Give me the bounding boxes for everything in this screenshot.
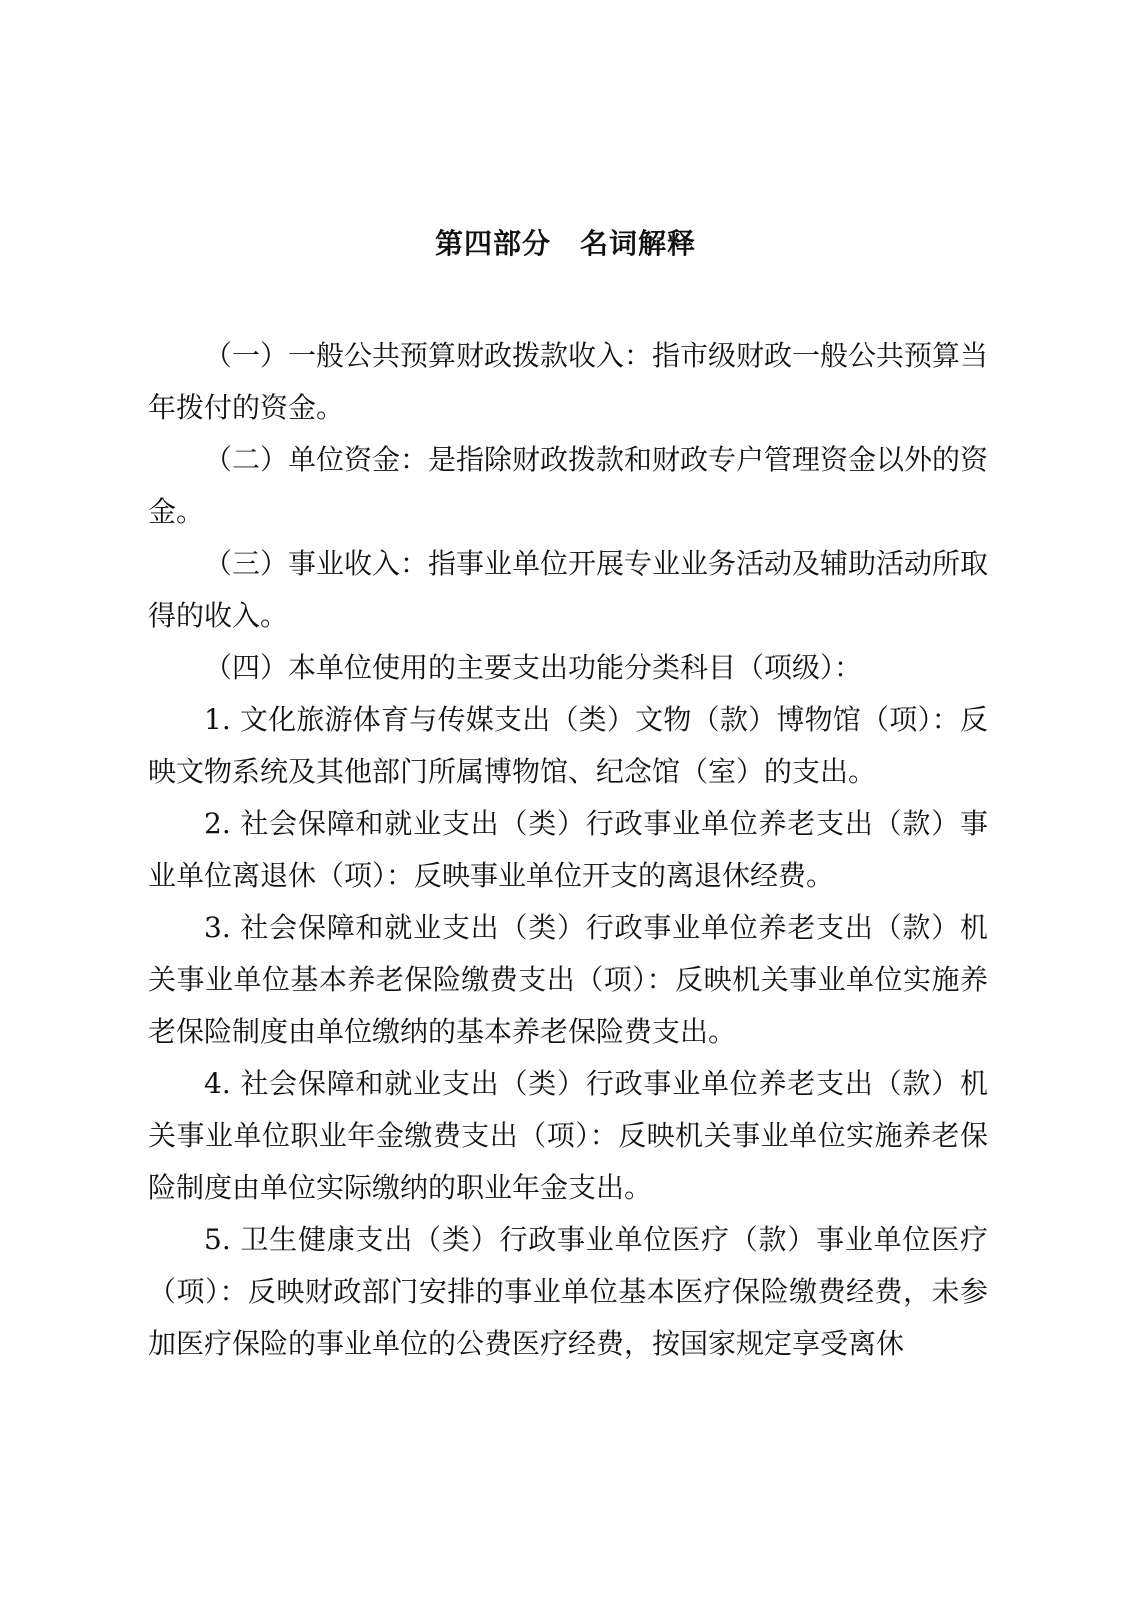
document-body (148, 330, 988, 1370)
paragraph-item-1: 1. 文化旅游体育与传媒支出（类）文物（款）博物馆（项）：反映文物系统及其他部门所属博物馆、纪念馆（室）的支出。 (148, 703, 988, 788)
paragraph-expenditure-categories: （四）本单位使用的主要支出功能分类科目（项级）： (204, 651, 863, 684)
paragraph-business-income: （三）事业收入：指事业单位开展专业业务活动及辅助活动所取得的收入。 (148, 547, 989, 632)
paragraph-item-4: 4. 社会保障和就业支出（类）行政事业单位养老支出（款）机关事业单位职业年金缴费支出（项）：反映机关事业单位实施养老保险制度由单位实际缴纳的职业年金支出。 (148, 1067, 988, 1204)
paragraph-item-3: 3. 社会保障和就业支出（类）行政事业单位养老支出（款）机关事业单位基本养老保险缴费支出（项）：反映机关事业单位实施养老保险制度由单位缴纳的基本养老保险费支出。 (148, 911, 988, 1048)
section-title: 第四部分 名词解释 (434, 227, 696, 260)
paragraph-item-2: 2. 社会保障和就业支出（类）行政事业单位养老支出（款）事业单位离退休（项）：反映事业单位开支的离退休经费。 (148, 807, 988, 892)
paragraph-item-5: 5. 卫生健康支出（类）行政事业单位医疗（款）事业单位医疗（项）：反映财政部门安排的事业单位基本医疗保险缴费经费，未参加医疗保险的事业单位的公费医疗经费，按国家规定享受离休 (148, 1223, 988, 1360)
paragraph-general-budget-revenue: （一）一般公共预算财政拨款收入：指市级财政一般公共预算当年拨付的资金。 (148, 339, 989, 424)
paragraph-unit-funds: （二）单位资金：是指除财政拨款和财政专户管理资金以外的资金。 (148, 443, 989, 528)
